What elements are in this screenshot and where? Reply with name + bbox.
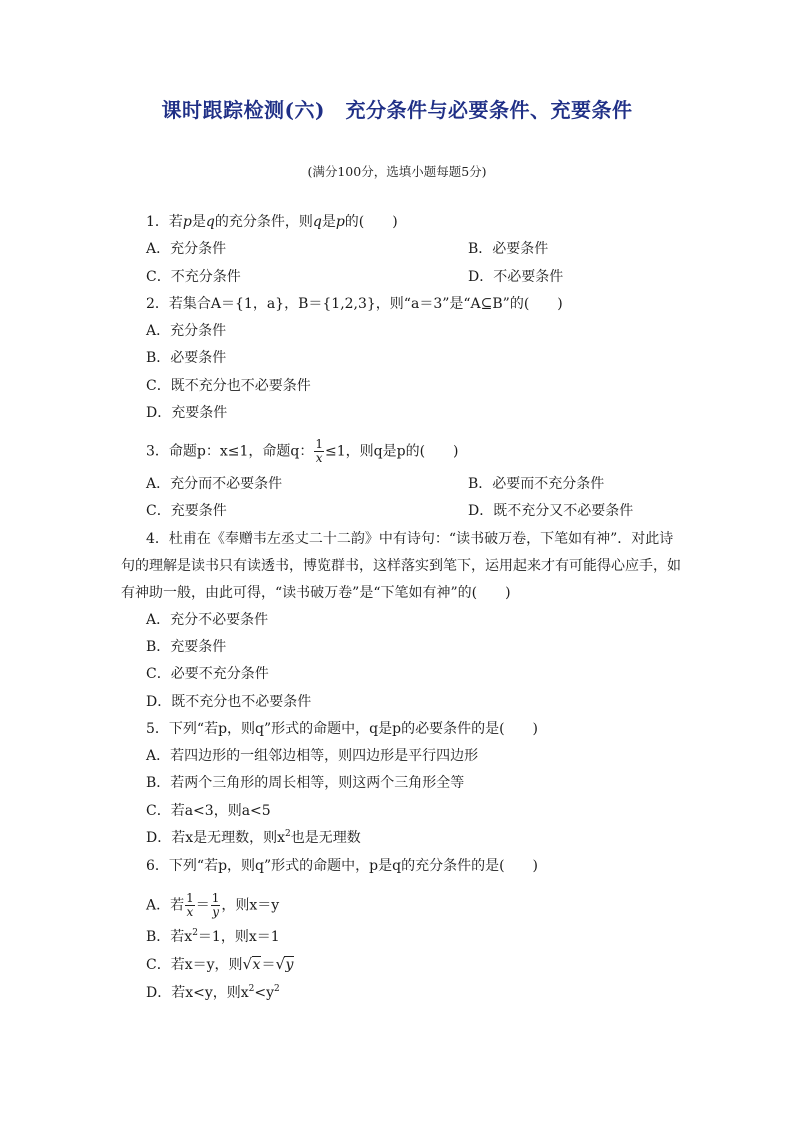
question-1-option-b: B．必要条件: [468, 241, 549, 257]
question-4-option-c: C．必要不充分条件: [146, 666, 269, 682]
question-1-option-c: C．不充分条件: [146, 269, 241, 285]
question-3-option-d: D．既不充分又不必要条件: [468, 503, 634, 519]
question-1-option-d: D．不必要条件: [468, 269, 564, 285]
question-2-option-d: D．充要条件: [146, 405, 228, 421]
question-2-option-c: C．既不充分也不必要条件: [146, 378, 311, 394]
page-title: 课时跟踪检测(六) 充分条件与必要条件、充要条件: [161, 98, 633, 122]
question-4-option-a: A．充分不必要条件: [146, 612, 269, 628]
fraction-1-over-x: $\frac{1}{x}$: [315, 437, 324, 465]
question-6-option-a: A．若 $\frac{1}{x}$ ＝ $\frac{1}{y}$ ，则x＝y: [146, 891, 280, 919]
question-3-option-a: A．充分而不必要条件: [146, 476, 283, 492]
question-6-option-d: D．若x<y，则$x^2<y^2$: [146, 984, 280, 1001]
question-6-stem: 6．下列“若p，则q”形式的命题中，p是q的充分条件的是( ): [146, 858, 538, 874]
question-2-option-a: A．充分条件: [146, 323, 227, 339]
question-2-option-b: B．必要条件: [146, 350, 227, 366]
question-5-option-d: D．若x是无理数，则$x^2$也是无理数: [146, 829, 361, 846]
question-5-option-c: C．若a<3，则a<5: [146, 803, 271, 819]
question-4-stem-line-2: 句的理解是读书只有读透书，博览群书，这样落实到笔下，运用起来才有可能得心应手，如: [121, 558, 681, 574]
fraction-1-over-y: $\frac{1}{y}$: [211, 891, 220, 919]
sqrt-y: √ y: [275, 955, 294, 975]
question-5-option-b: B．若两个三角形的周长相等，则这两个三角形全等: [146, 775, 465, 791]
question-4-option-d: D．既不充分也不必要条件: [146, 694, 312, 710]
question-4-stem-line-3: 有神助一般，由此可得，“读书破万卷”是“下笔如有神”的( ): [121, 585, 511, 601]
question-4-stem-line-1: 4．杜甫在《奉赠韦左丞丈二十二韵》中有诗句：“读书破万卷，下笔如有神”．对此诗: [146, 531, 674, 547]
question-1-option-a: A．充分条件: [146, 241, 227, 257]
question-3-option-c: C．充要条件: [146, 503, 227, 519]
question-2-stem: 2．若集合A＝{1，a}，B＝{1,2,3}，则“a＝3”是“A⊆B”的( ): [146, 296, 563, 312]
question-5-stem: 5．下列“若p，则q”形式的命题中，q是p的必要条件的是( ): [146, 721, 538, 737]
question-5-option-a: A．若四边形的一组邻边相等，则四边形是平行四边形: [146, 748, 479, 764]
question-3-option-b: B．必要而不充分条件: [468, 476, 605, 492]
question-6-option-c: C．若x＝y，则√ x＝√ y: [146, 955, 294, 975]
fraction-1-over-x: $\frac{1}{x}$: [186, 891, 194, 919]
question-1-stem: 1．若p是q的充分条件，则q是p的( ): [146, 214, 398, 230]
score-note: (满分100分，选填小题每题5分): [307, 164, 487, 179]
question-4-option-b: B．充要条件: [146, 639, 227, 655]
question-6-option-b: B．若$x^2=1$，则x＝1: [146, 928, 280, 945]
question-3-stem: 3．命题p：x≤1，命题q： $\frac{1}{x}$ ≤1，则q是p的( ): [146, 437, 459, 465]
sqrt-x: √ x: [243, 955, 262, 975]
